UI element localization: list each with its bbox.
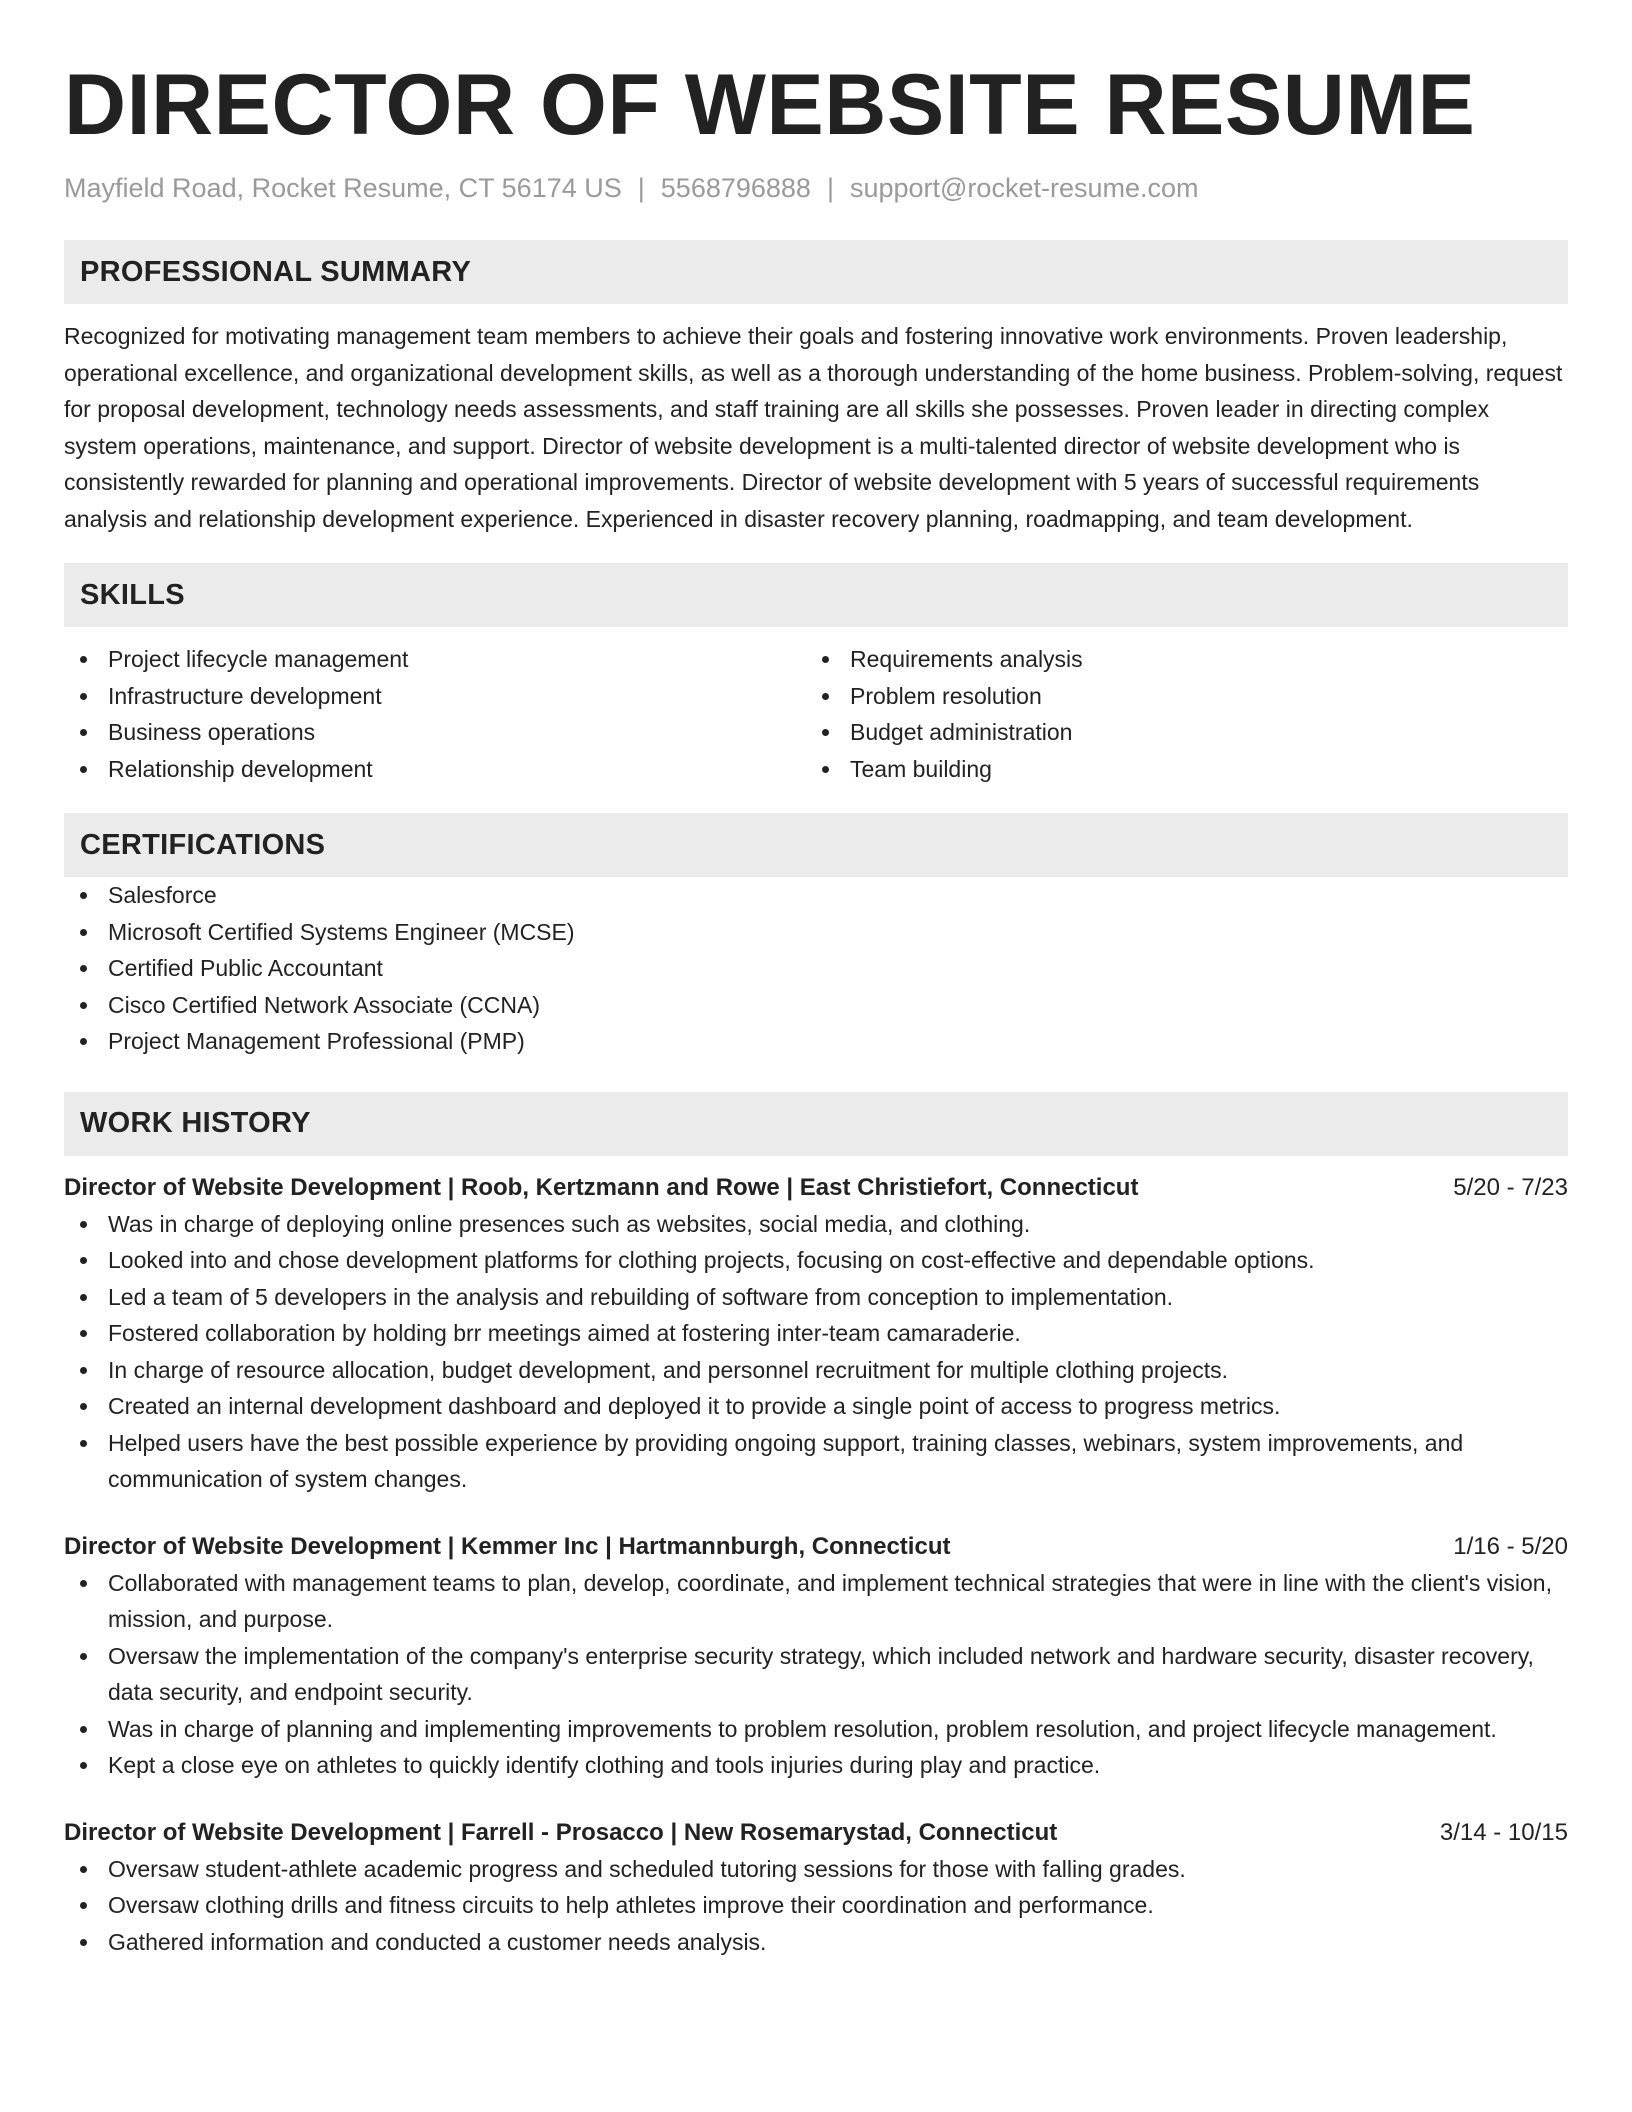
section-heading-certifications: CERTIFICATIONS <box>64 813 1568 877</box>
job-bullets <box>64 1206 1568 1498</box>
job-bullet: Led a team of 5 developers in the analysis and rebuilding of software from conception to implementation. <box>64 1279 1568 1316</box>
job-bullet: Oversaw student-athlete academic progress and scheduled tutoring sessions for those with falling grades. <box>64 1851 1568 1888</box>
job-entry <box>64 1170 1568 1498</box>
resume-title: DIRECTOR OF WEBSITE RESUME <box>64 57 1476 153</box>
contact-separator: | <box>637 173 645 203</box>
job-bullet: Collaborated with management teams to plan, develop, coordinate, and implement technical strategies that were in line with the client's vision, mission, and purpose. <box>64 1565 1568 1638</box>
job-bullet: Kept a close eye on athletes to quickly identify clothing and tools injuries during play and practice. <box>64 1747 1568 1784</box>
summary-text: Recognized for motivating management team members to achieve their goals and fostering innovative work environments. Proven leadership, operational excellence, and organizational development skills, as well as a thorough understanding of the home business. Problem-solving, request for proposal development, technology needs assessments, and staff training are all skills she possesses. Proven leader in directing complex system operations, maintenance, and support. Director of website development is a multi-talented director of website development who is consistently rewarded for planning and operational improvements. Director of website development with 5 years of successful requirements analysis and relationship development experience. Experienced in disaster recovery planning, roadmapping, and team development. <box>64 323 1563 532</box>
job-bullet: Created an internal development dashboard and deployed it to provide a single point of access to progress metrics. <box>64 1388 1568 1425</box>
job-bullet: Helped users have the best possible experience by providing ongoing support, training classes, webinars, system improvements, and communication of system changes. <box>64 1425 1568 1498</box>
job-bullet: Oversaw clothing drills and fitness circuits to help athletes improve their coordination and performance. <box>64 1887 1568 1924</box>
job-header <box>64 1170 1568 1206</box>
job-title: Director of Website Development | Farrell - Prosacco | New Rosemarystad, Connecticut <box>64 1818 1058 1846</box>
job-bullets <box>64 1851 1568 1961</box>
skill-item: Infrastructure development <box>64 678 806 715</box>
job-header <box>64 1529 1568 1565</box>
skill-item: Business operations <box>64 714 806 751</box>
skill-item: Problem resolution <box>806 678 1548 715</box>
skill-item: Budget administration <box>806 714 1548 751</box>
section-heading-work-history: WORK HISTORY <box>64 1092 1568 1156</box>
job-bullet: Fostered collaboration by holding brr meetings aimed at fostering inter-team camaraderie. <box>64 1315 1568 1352</box>
job-bullet: Gathered information and conducted a customer needs analysis. <box>64 1924 1568 1961</box>
job-bullet: Was in charge of deploying online presences such as websites, social media, and clothing. <box>64 1206 1568 1243</box>
job-bullet: Oversaw the implementation of the company's enterprise security strategy, which included network and hardware security, disaster recovery, data security, and endpoint security. <box>64 1638 1568 1711</box>
skill-item: Team building <box>806 751 1548 788</box>
skills-column-right <box>806 641 1548 787</box>
job-bullet: Looked into and chose development platforms for clothing projects, focusing on cost-effective and dependable options. <box>64 1242 1568 1279</box>
job-bullet: In charge of resource allocation, budget development, and personnel recruitment for multiple clothing projects. <box>64 1352 1568 1389</box>
contact-phone: 5568796888 <box>660 173 811 203</box>
contact-email: support@rocket-resume.com <box>849 173 1199 203</box>
job-entry <box>64 1529 1568 1784</box>
skill-item: Project lifecycle management <box>64 641 806 678</box>
job-bullets <box>64 1565 1568 1784</box>
skills-grid <box>64 641 1568 787</box>
contact-separator: | <box>826 173 834 203</box>
job-title: Director of Website Development | Kemmer Inc | Hartmannburgh, Connecticut <box>64 1532 951 1560</box>
contact-line <box>64 170 1568 206</box>
job-dates: 1/16 - 5/20 <box>1453 1532 1568 1560</box>
certification-item: Project Management Professional (PMP) <box>64 1023 1568 1060</box>
job-title: Director of Website Development | Roob, Kertzmann and Rowe | East Christiefort, Connecticut <box>64 1173 1139 1201</box>
certification-item: Certified Public Accountant <box>64 950 1568 987</box>
job-bullet: Was in charge of planning and implementing improvements to problem resolution, problem resolution, and project lifecycle management. <box>64 1711 1568 1748</box>
skills-column-left <box>64 641 806 787</box>
certification-item: Microsoft Certified Systems Engineer (MCSE) <box>64 914 1568 951</box>
certification-item: Salesforce <box>64 877 1568 914</box>
section-heading-summary: PROFESSIONAL SUMMARY <box>64 240 1568 304</box>
contact-address: Mayfield Road, Rocket Resume, CT 56174 US <box>64 173 622 203</box>
job-header <box>64 1815 1568 1851</box>
skill-item: Requirements analysis <box>806 641 1548 678</box>
skill-item: Relationship development <box>64 751 806 788</box>
job-dates: 3/14 - 10/15 <box>1439 1818 1568 1846</box>
job-entry <box>64 1815 1568 1961</box>
certifications-list <box>64 877 1568 1060</box>
certification-item: Cisco Certified Network Associate (CCNA) <box>64 987 1568 1024</box>
job-dates: 5/20 - 7/23 <box>1453 1173 1568 1201</box>
section-heading-skills: SKILLS <box>64 563 1568 627</box>
